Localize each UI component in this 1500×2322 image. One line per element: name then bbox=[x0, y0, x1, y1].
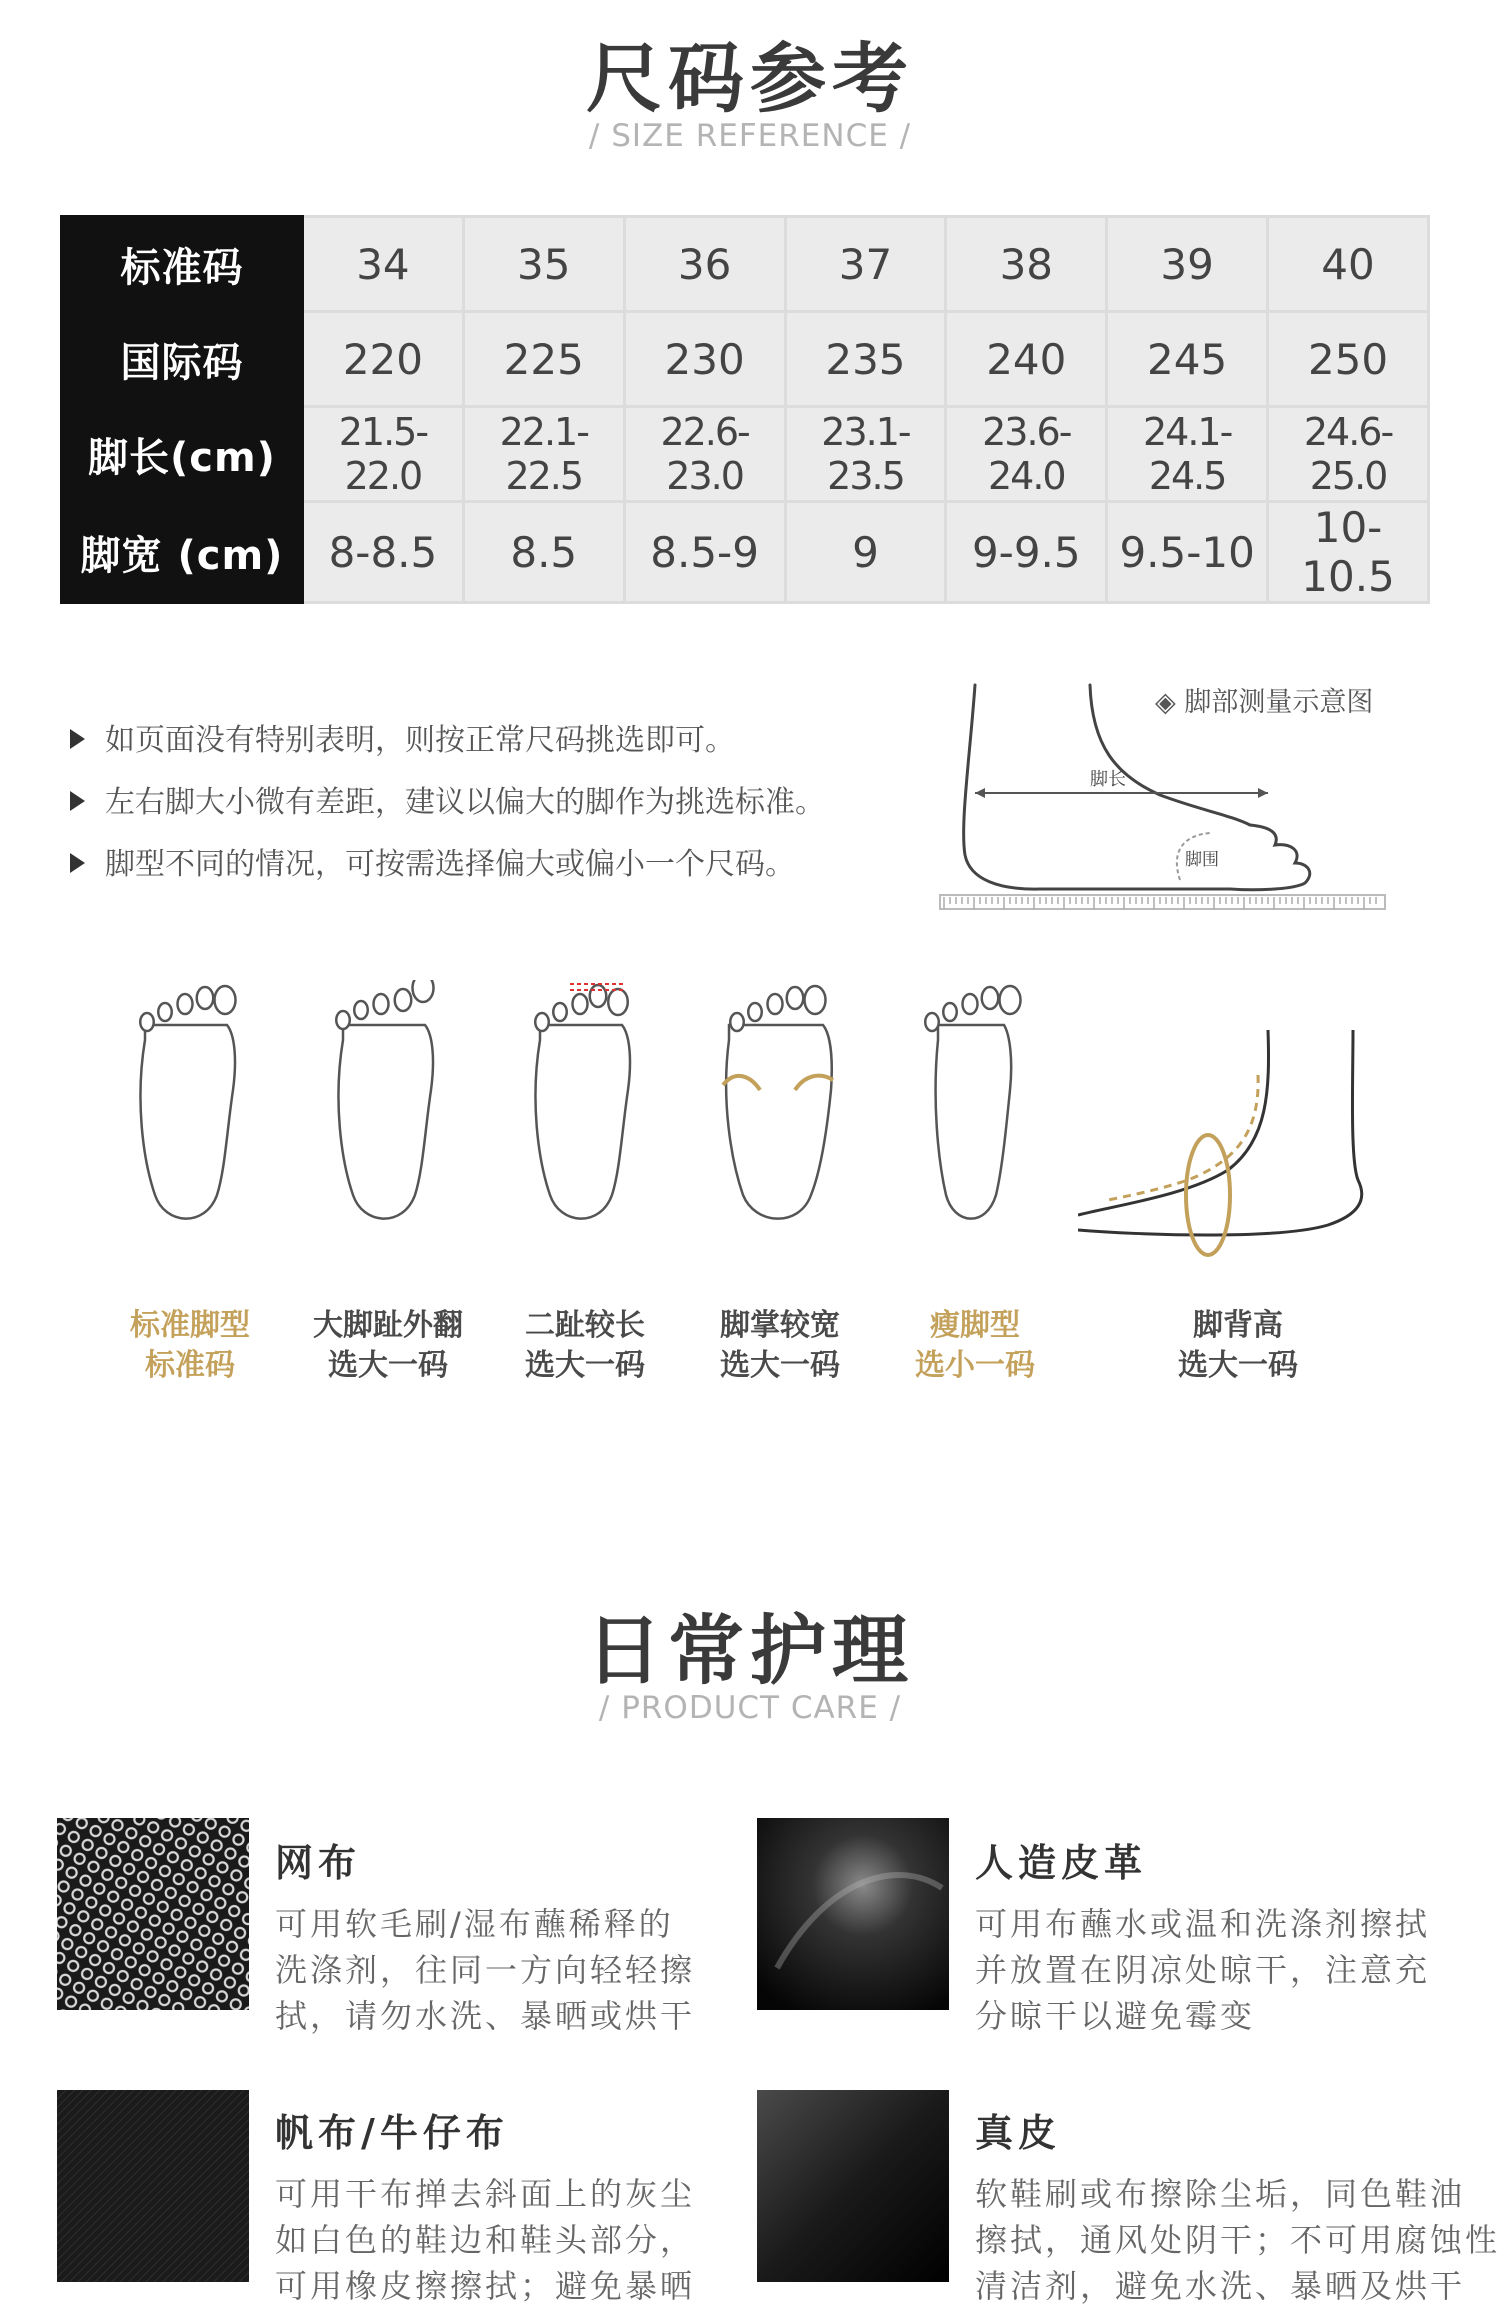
size-cell: 245 bbox=[1107, 312, 1268, 407]
size-cell: 23.6-24.0 bbox=[946, 407, 1107, 502]
size-cell: 230 bbox=[624, 312, 785, 407]
foot-type-label: 瘦脚型 选小一码 bbox=[915, 1308, 1035, 1383]
size-cell: 9-9.5 bbox=[946, 502, 1107, 603]
size-cell: 225 bbox=[463, 312, 624, 407]
size-table-row bbox=[62, 312, 1429, 407]
size-cell: 39 bbox=[1107, 217, 1268, 312]
care-text-genuine-leather: 软鞋刷或布擦除尘垢，同色鞋油 擦拭，通风处阴干；不可用腐蚀性 清洁剂，避免水洗、暴晒及烘干 bbox=[975, 2175, 1500, 2305]
foot-illustration bbox=[323, 980, 453, 1240]
length-label: 脚长 bbox=[1090, 769, 1126, 790]
size-cell: 240 bbox=[946, 312, 1107, 407]
note-text: 脚型不同的情况，可按需选择偏大或偏小一个尺码。 bbox=[105, 847, 795, 882]
note-item bbox=[70, 834, 825, 896]
mesh-fabric-swatch bbox=[57, 1818, 249, 2010]
size-table-row bbox=[62, 217, 1429, 312]
size-section-title: 尺码参考 bbox=[586, 34, 914, 123]
foot-illustration bbox=[715, 980, 845, 1240]
foot-type-label: 二趾较长 选大一码 bbox=[525, 1308, 645, 1383]
size-notes bbox=[70, 710, 825, 896]
care-title-mesh: 网布 bbox=[275, 1841, 362, 1885]
size-cell: 8-8.5 bbox=[303, 502, 464, 603]
foot-illustration bbox=[125, 980, 255, 1240]
high-instep-illustration bbox=[1078, 1020, 1398, 1260]
care-text-canvas: 可用干布掸去斜面上的灰尘 如白色的鞋边和鞋头部分， 可用橡皮擦擦拭；避免暴晒 bbox=[275, 2175, 696, 2305]
triangle-bullet-icon bbox=[70, 853, 85, 873]
triangle-bullet-icon bbox=[70, 729, 85, 749]
size-cell: 23.1-23.5 bbox=[785, 407, 946, 502]
size-cell: 250 bbox=[1268, 312, 1429, 407]
faux-leather-swatch bbox=[757, 1818, 949, 2010]
size-table bbox=[60, 215, 1430, 604]
foot-type-label: 标准脚型 标准码 bbox=[130, 1308, 250, 1383]
note-text: 左右脚大小微有差距，建议以偏大的脚作为挑选标准。 bbox=[105, 785, 825, 820]
foot-illustration bbox=[910, 980, 1040, 1240]
care-title-canvas: 帆布/牛仔布 bbox=[275, 2111, 509, 2155]
toes-outline bbox=[1230, 825, 1310, 890]
size-cell: 21.5-22.0 bbox=[303, 407, 464, 502]
diagram-title: ◈ 脚部测量示意图 bbox=[1155, 687, 1374, 718]
foot-type-label: 脚背高 选大一码 bbox=[1178, 1308, 1298, 1383]
foot-type-label: 脚掌较宽 选大一码 bbox=[720, 1308, 840, 1383]
triangle-bullet-icon bbox=[70, 791, 85, 811]
size-cell: 24.6-25.0 bbox=[1268, 407, 1429, 502]
size-cell: 235 bbox=[785, 312, 946, 407]
instep-outline bbox=[1090, 685, 1250, 825]
row-header: 脚宽 (cm) bbox=[62, 502, 303, 603]
row-header: 标准码 bbox=[62, 217, 303, 312]
note-text: 如页面没有特别表明，则按正常尺码挑选即可。 bbox=[105, 723, 735, 758]
size-cell: 24.1-24.5 bbox=[1107, 407, 1268, 502]
care-section-title: 日常护理 bbox=[586, 1606, 914, 1695]
canvas-denim-swatch bbox=[57, 2090, 249, 2282]
foot-illustration bbox=[520, 980, 650, 1240]
size-cell: 8.5 bbox=[463, 502, 624, 603]
size-cell: 8.5-9 bbox=[624, 502, 785, 603]
care-title-faux-leather: 人造皮革 bbox=[975, 1841, 1148, 1885]
size-cell: 36 bbox=[624, 217, 785, 312]
note-item bbox=[70, 772, 825, 834]
row-header: 脚长(cm) bbox=[62, 407, 303, 502]
care-text-mesh: 可用软毛刷/湿布蘸稀释的 洗涤剂，往同一方向轻轻擦 拭，请勿水洗、暴晒或烘干 bbox=[275, 1905, 696, 2035]
girth-label: 脚围 bbox=[1185, 850, 1219, 870]
care-title-genuine-leather: 真皮 bbox=[975, 2111, 1062, 2155]
size-cell: 38 bbox=[946, 217, 1107, 312]
size-cell: 34 bbox=[303, 217, 464, 312]
size-cell: 35 bbox=[463, 217, 624, 312]
size-section-subtitle: / SIZE REFERENCE / bbox=[588, 118, 912, 154]
care-text-faux-leather: 可用布蘸水或温和洗涤剂擦拭 并放置在阴凉处晾干，注意充 分晾干以避免霉变 bbox=[975, 1905, 1431, 2035]
ruler bbox=[940, 895, 1385, 909]
size-cell: 220 bbox=[303, 312, 464, 407]
size-cell: 22.6-23.0 bbox=[624, 407, 785, 502]
size-cell: 37 bbox=[785, 217, 946, 312]
foot-measure-diagram bbox=[930, 675, 1400, 920]
size-table-row bbox=[62, 502, 1429, 603]
foot-type-label: 大脚趾外翻 选大一码 bbox=[313, 1308, 463, 1383]
row-header: 国际码 bbox=[62, 312, 303, 407]
care-section-subtitle: / PRODUCT CARE / bbox=[598, 1690, 902, 1726]
size-cell: 9 bbox=[785, 502, 946, 603]
size-cell: 9.5-10 bbox=[1107, 502, 1268, 603]
genuine-leather-swatch bbox=[757, 2090, 949, 2282]
size-table-row bbox=[62, 407, 1429, 502]
size-cell: 40 bbox=[1268, 217, 1429, 312]
note-item bbox=[70, 710, 825, 772]
size-cell: 22.1-22.5 bbox=[463, 407, 624, 502]
size-cell: 10-10.5 bbox=[1268, 502, 1429, 603]
